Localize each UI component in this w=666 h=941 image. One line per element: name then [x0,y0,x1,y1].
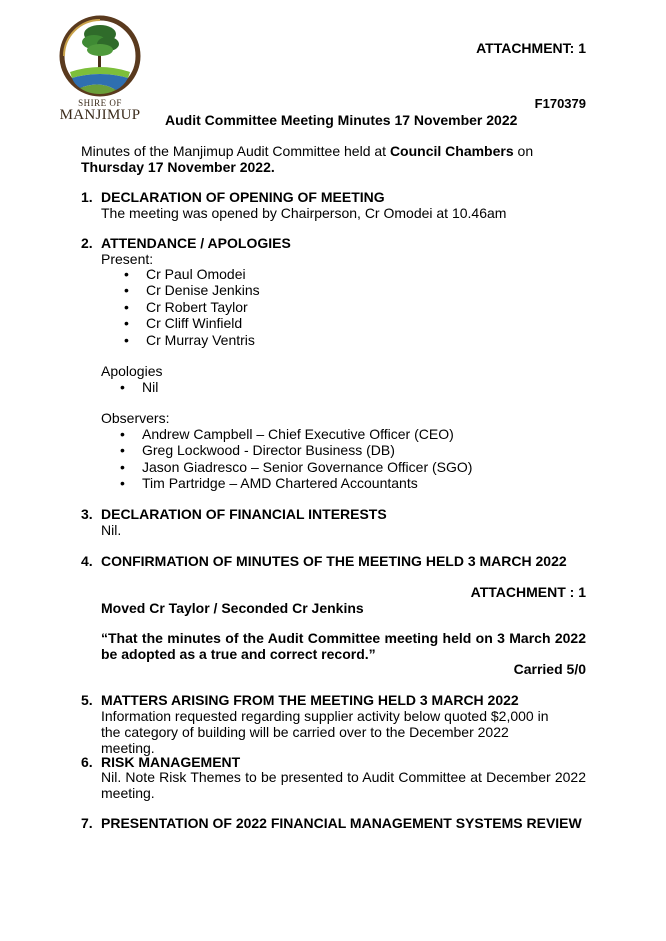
apologies-label: Apologies [101,363,163,379]
section-heading: ATTENDANCE / APOLOGIES [101,235,291,251]
motion-mover: Moved Cr Taylor / Seconded Cr Jenkins [101,600,364,616]
intro-text-1: Minutes of the Manjimup Audit Committee held at [81,143,390,159]
file-reference: F170379 [534,96,586,111]
logo-text-line2: MANJIMUP [59,107,141,123]
section-heading: PRESENTATION OF 2022 FINANCIAL MANAGEMENT SYSTEMS REVIEW [101,815,582,831]
apologies-list [142,379,158,395]
section-3-text: Nil. [101,522,122,538]
intro-paragraph [81,143,586,175]
section-heading: DECLARATION OF OPENING OF MEETING [101,189,385,205]
section-number: 1. [81,189,93,205]
meeting-place: Council Chambers [389,143,514,159]
logo-text-line1: SHIRE OF [78,98,122,108]
list-item: • Cr Murray Ventris [146,332,260,348]
list-item: • Cr Robert Taylor [146,299,260,315]
list-item: • Tim Partridge – AMD Chartered Accountants [142,475,472,491]
list-item: • Nil [142,379,158,395]
present-list [146,266,260,348]
observers-label: Observers: [101,410,170,426]
list-item: • Greg Lockwood - Director Business (DB) [142,442,472,458]
list-item: • Cr Denise Jenkins [146,282,260,298]
section-heading: DECLARATION OF FINANCIAL INTERESTS [101,506,387,522]
section-number: 6. [81,754,93,770]
list-item: • Cr Paul Omodei [146,266,260,282]
list-item: • Cr Cliff Winfield [146,315,260,331]
section-number: 3. [81,506,93,522]
section-heading: CONFIRMATION OF MINUTES OF THE MEETING HELD 3 MARCH 2022 [101,553,567,569]
section-heading: RISK MANAGEMENT [101,754,241,770]
present-label: Present: [101,251,154,267]
section-number: 5. [81,692,93,708]
document-title: Audit Committee Meeting Minutes 17 November 2022 [165,112,518,128]
section-number: 7. [81,815,93,831]
motion-result: Carried 5/0 [513,661,586,677]
section-5-text: Information requested regarding supplier activity below quoted $2,000 in the category of building will be carried over to the December 2022 meeting. [101,708,549,756]
shire-logo [58,14,142,124]
section-heading: MATTERS ARISING FROM THE MEETING HELD 3 MARCH 2022 [101,692,519,708]
list-item: • Andrew Campbell – Chief Executive Officer (CEO) [142,426,472,442]
section-number: 2. [81,235,93,251]
section-4-attachment: ATTACHMENT : 1 [470,584,586,600]
observers-list [142,426,472,492]
section-6-text: Nil. Note Risk Themes to be presented to Audit Committee at December 2022 meeting. [101,769,586,801]
intro-text-2: on [513,143,534,159]
list-item: • Jason Giadresco – Senior Governance Officer (SGO) [142,459,472,475]
section-1-text: The meeting was opened by Chairperson, Cr Omodei at 10.46am [101,205,507,221]
motion-text: “That the minutes of the Audit Committee meeting held on 3 March 2022 be adopted as a true and correct record.” [101,630,586,662]
shire-emblem-icon [58,14,142,98]
attachment-label: ATTACHMENT: 1 [476,40,586,56]
section-number: 4. [81,553,93,569]
meeting-date: Thursday 17 November 2022. [81,159,275,175]
